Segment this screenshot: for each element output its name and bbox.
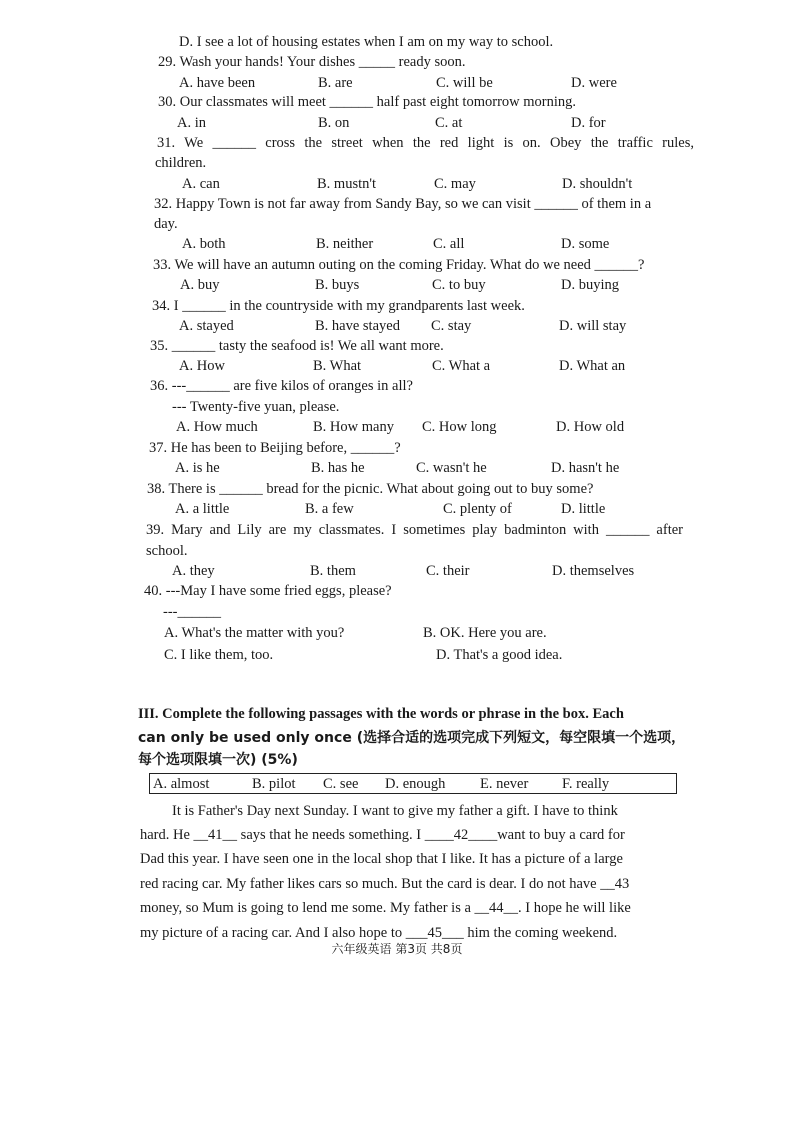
word-bank-box [149, 773, 677, 794]
q40-option-d: D. That's a good idea. [436, 647, 563, 663]
q32-option-a: A. both [182, 236, 226, 252]
q30-option-c: C. at [435, 115, 463, 131]
passage-line-4: red racing car. My father likes cars so much. But the card is dear. I do not have __43 [140, 876, 630, 892]
q29-option-d: D. were [571, 75, 617, 91]
q36-option-d: D. How old [556, 419, 625, 435]
q29-option-a: A. have been [179, 75, 256, 91]
passage-line-1: It is Father's Day next Sunday. I want to give my father a gift. I have to think [172, 803, 618, 819]
question-31-stem-cont: children. [155, 155, 207, 171]
q30-option-a: A. in [177, 115, 206, 131]
q31-option-b: B. mustn't [317, 176, 377, 192]
q40-option-b: B. OK. Here you are. [423, 625, 547, 641]
word-bank-item-e: E. never [480, 776, 529, 792]
section-3-heading-line-3: 每个选项限填一次) (5%) [138, 752, 298, 768]
q38-option-c: C. plenty of [443, 501, 512, 517]
q36-option-c: C. How long [422, 419, 497, 435]
q34-option-a: A. stayed [179, 318, 234, 334]
q39-option-b: B. them [310, 563, 356, 579]
q33-option-c: C. to buy [432, 277, 486, 293]
page-footer: 六年级英语 第3页 共8页 [331, 942, 463, 956]
q40-option-c: C. I like them, too. [164, 647, 274, 663]
q31-option-a: A. can [182, 176, 220, 192]
q31-option-d: D. shouldn't [562, 176, 633, 192]
question-31-stem: 31. We ______ cross the street when the red light is on. Obey the traffic rules, [157, 135, 694, 151]
q39-option-c: C. their [426, 563, 470, 579]
question-38-stem: 38. There is ______ bread for the picnic. What about going out to buy some? [147, 481, 594, 497]
word-bank-item-f: F. really [562, 776, 610, 792]
question-32-stem: 32. Happy Town is not far away from Sandy Bay, so we can visit ______ of them in a [154, 196, 652, 212]
q34-option-d: D. will stay [559, 318, 627, 334]
question-36-stem: 36. ---______ are five kilos of oranges in all? [150, 378, 413, 394]
q38-option-d: D. little [561, 501, 606, 517]
q40-option-a: A. What's the matter with you? [164, 625, 345, 641]
q32-option-c: C. all [433, 236, 465, 252]
q33-option-a: A. buy [180, 277, 220, 293]
q34-option-c: C. stay [431, 318, 472, 334]
q29-option-c: C. will be [436, 75, 493, 91]
q30-option-b: B. on [318, 115, 350, 131]
passage-line-3: Dad this year. I have seen one in the local shop that I like. It has a picture of a large [140, 851, 623, 867]
q32-option-d: D. some [561, 236, 610, 252]
q31-option-c: C. may [434, 176, 476, 192]
q37-option-c: C. wasn't he [416, 460, 487, 476]
question-39-stem: 39. Mary and Lily are my classmates. I sometimes play badminton with ______ after [146, 522, 683, 538]
question-29-stem: 29. Wash your hands! Your dishes _____ ready soon. [158, 54, 466, 70]
q33-option-d: D. buying [561, 277, 619, 293]
q37-option-b: B. has he [311, 460, 365, 476]
q35-option-c: C. What a [432, 358, 491, 374]
question-30-stem: 30. Our classmates will meet ______ half past eight tomorrow morning. [158, 94, 577, 110]
question-40-stem: 40. ---May I have some fried eggs, please? [144, 583, 392, 599]
question-40-reply-blank: ---______ [163, 604, 221, 620]
q35-option-a: A. How [179, 358, 225, 374]
question-33-stem: 33. We will have an autumn outing on the coming Friday. What do we need ______? [153, 257, 645, 273]
passage-line-6: my picture of a racing car. And I also hope to ___45___ him the coming weekend. [140, 925, 618, 941]
section-3-heading-line-1: III. Complete the following passages with the words or phrase in the box. Each [138, 706, 624, 722]
q37-option-a: A. is he [175, 460, 220, 476]
passage-line-2: hard. He __41__ says that he needs something. I ____42____want to buy a card for [140, 827, 625, 843]
question-32-stem-cont: day. [154, 216, 178, 232]
q32-option-b: B. neither [316, 236, 374, 252]
q30-option-d: D. for [571, 115, 606, 131]
word-bank-item-c: C. see [323, 776, 359, 792]
word-bank-item-d: D. enough [385, 776, 446, 792]
question-34-stem: 34. I ______ in the countryside with my grandparents last week. [152, 298, 525, 314]
word-bank-item-a: A. almost [153, 776, 210, 792]
q34-option-b: B. have stayed [315, 318, 400, 334]
q37-option-d: D. hasn't he [551, 460, 620, 476]
q33-option-b: B. buys [315, 277, 360, 293]
question-37-stem: 37. He has been to Beijing before, ______? [149, 440, 401, 456]
q36-option-b: B. How many [313, 419, 394, 435]
section-3-heading-line-2: can only be used only once (选择合适的选项完成下列短文，每空限填一个选项， [138, 730, 686, 746]
passage-line-5: money, so Mum is going to lend me some. My father is a __44__. I hope he will like [140, 900, 631, 916]
q29-option-b: B. are [318, 75, 353, 91]
q35-option-d: D. What an [559, 358, 626, 374]
q38-option-b: B. a few [305, 501, 354, 517]
q36-option-a: A. How much [176, 419, 258, 435]
q35-option-b: B. What [313, 358, 362, 374]
word-bank-item-b: B. pilot [252, 776, 296, 792]
question-39-stem-cont: school. [146, 543, 188, 559]
option-line-28d: D. I see a lot of housing estates when I am on my way to school. [179, 34, 554, 50]
q38-option-a: A. a little [175, 501, 230, 517]
q39-option-d: D. themselves [552, 563, 635, 579]
question-36-reply: --- Twenty-five yuan, please. [172, 399, 340, 415]
q39-option-a: A. they [172, 563, 215, 579]
question-35-stem: 35. ______ tasty the seafood is! We all want more. [150, 338, 444, 354]
